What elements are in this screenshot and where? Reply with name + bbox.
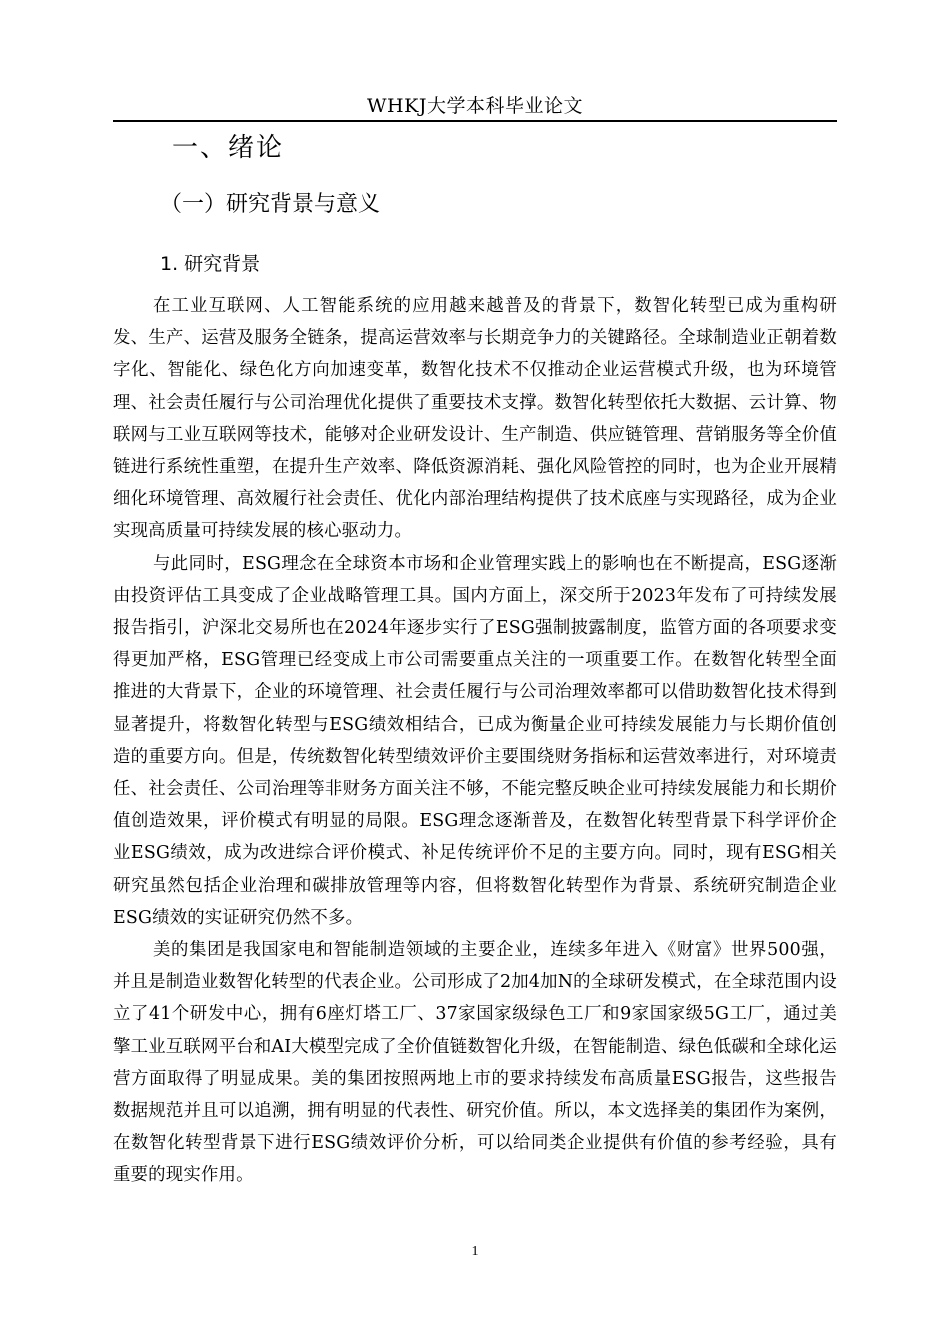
paragraph-background: 在工业互联网、人工智能系统的应用越来越普及的背景下，数智化转型已成为重构研发、生产、运营及服务全链条，提高运营效率与长期竞争力的关键路径。全球制造业正朝着数字化、智能化、绿色化方向加速变革，数智化技术不仅推动企业运营模式升级，也为环境管理、社会责任履行与公司治理优化提供了重要技术支撑。数智化转型依托大数据、云计算、物联网与工业互联网等技术，能够对企业研发设计、生产制造、供应链管理、营销服务等全价值链进行系统性重塑，在提升生产效率、降低资源消耗、强化风险管控的同时，也为企业开展精细化环境管理、高效履行社会责任、优化内部治理结构提供了技术底座与实现路径，成为企业实现高质量可持续发展的核心驱动力。	[113, 296, 837, 542]
running-header: WHKJ大学本科毕业论文	[367, 95, 583, 117]
chapter-title: 一、绪论	[172, 133, 285, 163]
paragraph-esg: 与此同时，ESG理念在全球资本市场和企业管理实践上的影响也在不断提高，ESG逐渐由投资评估工具变成了企业战略管理工具。国内方面上，深交所于2023年发布了可持续发展报告指引，沪深北交易所也在2024年逐步实行了ESG强制披露制度，监管方面的各项要求变得更加严格，ESG管理已经变成上市公司需要重点关注的一项重要工作。在数智化转型全面推进的大背景下，企业的环境管理、社会责任履行与公司治理效率都可以借助数智化技术得到显著提升，将数智化转型与ESG绩效相结合，已成为衡量企业可持续发展能力与长期价值创造的重要方向。但是，传统数智化转型绩效评价主要围绕财务指标和运营效率进行，对环境责任、社会责任、公司治理等非财务方面关注不够，不能完整反映企业可持续发展能力和长期价值创造效果，评价模式有明显的局限。ESG理念逐渐普及，在数智化转型背景下科学评价企业ESG绩效，成为改进综合评价模式、补足传统评价不足的主要方向。同时，现有ESG相关研究虽然包括企业治理和碳排放管理等内容，但将数智化转型作为背景、系统研究制造企业ESG绩效的实证研究仍然不多。	[113, 553, 837, 928]
page-number: 1	[471, 1244, 479, 1259]
paragraph-midea: 美的集团是我国家电和智能制造领域的主要企业，连续多年进入《财富》世界500强，并且是制造业数智化转型的代表企业。公司形成了2加4加N的全球研发模式，在全球范围内设立了41个研发中心，拥有6座灯塔工厂、37家国家级绿色工厂和9家国家级5G工厂，通过美擎工业互联网平台和AI大模型完成了全价值链数智化升级，在智能制造、绿色低碳和全球化运营方面取得了明显成果。美的集团按照两地上市的要求持续发布高质量ESG报告，这些报告数据规范并且可以追溯，拥有明显的代表性、研究价值。所以，本文选择美的集团作为案例，在数智化转型背景下进行ESG绩效评价分析，可以给同类企业提供有价值的参考经验，具有重要的现实作用。	[113, 940, 837, 1186]
section-title: （一）研究背景与意义	[160, 192, 381, 217]
body-text	[113, 290, 837, 1192]
subsection-title: 1. 研究背景	[160, 253, 261, 275]
header-rule	[113, 120, 837, 122]
